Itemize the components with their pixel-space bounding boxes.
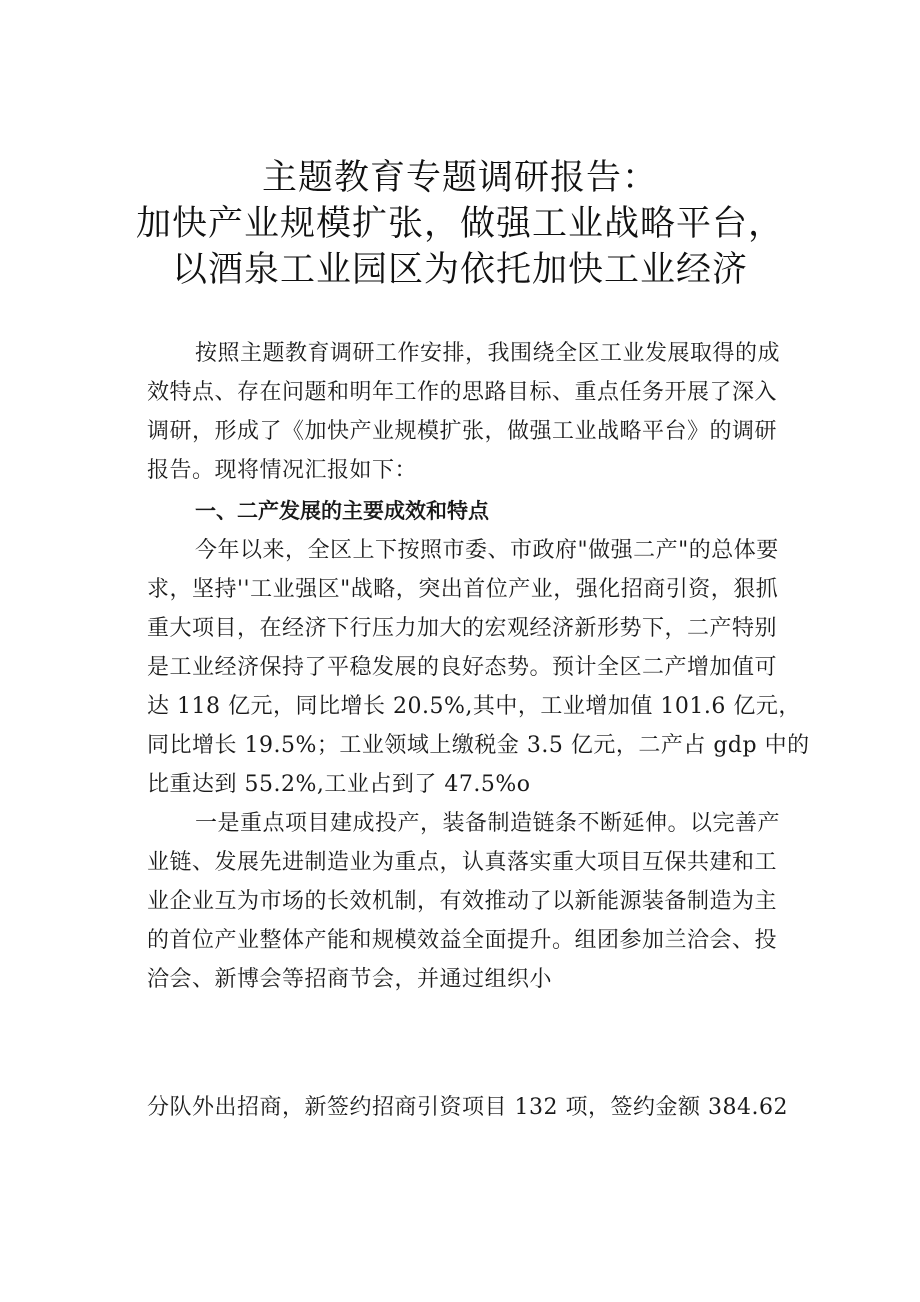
document-body (147, 334, 810, 999)
paragraph-line: 业企业互为市场的长效机制，有效推动了以新能源装备制造为主 (147, 889, 778, 914)
paragraph-line: 的首位产业整体产能和规模效益全面提升。组团参加兰洽会、投 (147, 928, 778, 953)
intro-paragraph (147, 334, 807, 490)
title-line-1: 主题教育专题调研报告： (261, 158, 658, 198)
paragraph-line: 效特点、存在问题和明年工作的思路目标、重点任务开展了深入 (147, 380, 778, 405)
paragraph-line: 洽会、新博会等招商节会，并通过组织小 (147, 967, 553, 992)
document-title (100, 155, 820, 293)
paragraph-line: 比重达到 55.2%,工业占到了 47.5%o (147, 772, 531, 797)
title-line-2: 加快产业规模扩张，做强工业战略平台， (135, 204, 784, 244)
title-line-3: 以酒泉工业园区为依托加快工业经济 (171, 250, 748, 290)
paragraph-line: 同比增长 19.5%；工业领域上缴税金 3.5 亿元，二产占 gdp 中的 (147, 733, 810, 758)
paragraph-line: 求，坚持''工业强区"战略，突出首位产业，强化招商引资，狠抓 (147, 577, 779, 602)
paragraph-line: 一是重点项目建成投产，装备制造链条不断延伸。以完善产 (195, 811, 781, 836)
key-projects-paragraph (147, 804, 807, 999)
paragraph-line: 业链、发展先进制造业为重点，认真落实重大项目互保共建和工 (147, 850, 778, 875)
paragraph-line: 达 118 亿元，同比增长 20.5%,其中，工业增加值 101.6 亿元， (147, 694, 801, 719)
section-heading: 一、二产发展的主要成效和特点 (195, 499, 489, 523)
paragraph-line: 报告。现将情况汇报如下： (147, 458, 418, 483)
paragraph-line: 今年以来，全区上下按照市委、市政府"做强二产"的总体要 (195, 538, 779, 563)
paragraph-line: 调研，形成了《加快产业规模扩张，做强工业战略平台》的调研 (147, 419, 778, 444)
paragraph-line: 重大项目，在经济下行压力加大的宏观经济新形势下，二产特别 (147, 616, 778, 641)
paragraph-line: 按照主题教育调研工作安排，我围绕全区工业发展取得的成 (195, 341, 781, 366)
achievements-paragraph (147, 531, 810, 804)
continuation-line: 分队外出招商，新签约招商引资项目 132 项，签约金额 384.62 (147, 1095, 788, 1120)
paragraph-line: 是工业经济保持了平稳发展的良好态势。预计全区二产增加值可 (147, 655, 778, 680)
